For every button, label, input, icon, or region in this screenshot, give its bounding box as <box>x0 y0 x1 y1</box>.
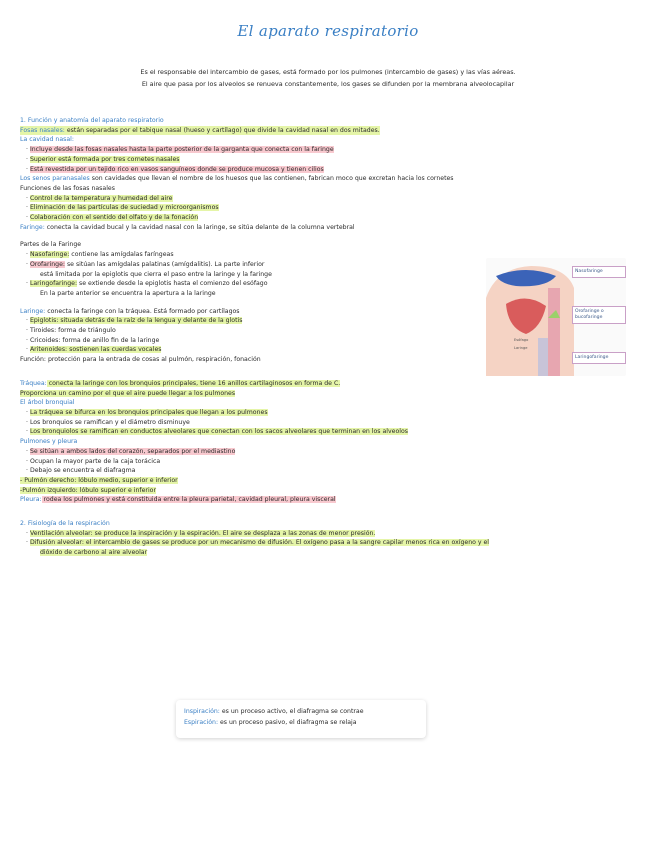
laringe-term: Laringe: <box>20 307 46 315</box>
intro-paragraph <box>60 66 596 90</box>
pulmones-item-3-text: Debajo se encuentra el diafragma <box>29 467 136 475</box>
pulmones-item-2-text: Ocupan la mayor parte de la caja torácica <box>29 457 161 465</box>
faringe-text: conecta la cavidad bucal y la cavidad nasal con la laringe, se sitúa delante de la columna vertebral <box>44 223 355 231</box>
pharynx-illustration <box>486 258 576 376</box>
pulmones-item-1-text: Se sitúan a ambos lados del corazón, separados por el mediastino <box>29 447 236 455</box>
pleura-text: rodea los pulmones y está constituida entre la pleura parietal, cavidad pleural, pleura visceral <box>41 496 336 504</box>
s2-item-2-cont <box>20 548 640 558</box>
laringe-item-4-text: Aritenoides: sostienen las cuerdas vocales <box>29 346 162 354</box>
senos-text: son cavidades que llevan el nombre de los huesos que las contienen, fabrican moco que excretan hacia los cornetes <box>89 175 454 183</box>
arbol-item-1-text: La tráquea se bifurca en los bronquios principales que llegan a los pulmones <box>29 408 268 416</box>
partes-title: Partes de la Faringe <box>20 241 82 249</box>
laringe-item-2-text: Tiroides: forma de triángulo <box>29 327 116 335</box>
funciones-item-1 <box>20 194 640 204</box>
cavidad-item-3-text: Está revestida por un tejido rico en vasos sanguíneos donde se produce mucosa y tienen cilios <box>29 165 324 173</box>
arbol-item-2-text: Los bronquios se ramifican y el diámetro disminuye <box>29 418 190 426</box>
espiracion-text: es un proceso pasivo, el diafragma se relaja <box>218 719 357 726</box>
laringofaringe-term: Laringofaringe: <box>29 280 78 288</box>
pulmon-derecho-text: - Pulmón derecho: lóbulo medio, superior e inferior <box>20 476 178 484</box>
traquea-line-2 <box>20 389 640 399</box>
laringe-funcion: Función: protección para la entrada de cosas al pulmón, respiración, fonación <box>20 356 261 364</box>
larynx-tube <box>538 338 548 376</box>
summary-box <box>176 700 426 738</box>
pulmon-derecho <box>20 476 640 486</box>
label-laringofaringe: Laringofaringe <box>572 352 626 364</box>
label-laringe: Laringe <box>514 346 528 350</box>
cavidad-item-1 <box>20 145 640 155</box>
laringe-item-1-text: Epiglotis: situada detrás de la raíz de la lengua y delante de la glotis <box>29 317 243 325</box>
nasofaringe-text: contiene las amígdalas faríngeas <box>69 251 174 259</box>
cavidad-title: La cavidad nasal: <box>20 136 74 144</box>
pulmones-title: Pulmones y pleura <box>20 438 78 446</box>
section-1-title: 1. Función y anatomía del aparato respiratorio <box>20 117 164 124</box>
pulmones-item-2 <box>20 457 640 467</box>
pulmones-item-3 <box>20 466 640 476</box>
page-title: El aparato respiratorio <box>237 22 419 40</box>
laringe-item-3-text: Cricoides: forma de anillo fin de la laringe <box>29 336 160 344</box>
orofaringe-term: Orofaringe: <box>29 260 65 268</box>
pleura-line <box>20 495 640 505</box>
laringofaringe-line-2: En la parte anterior se encuentra la apertura a la laringe <box>40 289 216 297</box>
faringe-line <box>20 223 640 233</box>
s2-item-1-text: Ventilación alveolar: se produce la inspiración y la espiración. El aire se desplaza a las zonas de menor presión. <box>29 529 376 537</box>
intro-line-1: Es el responsable del intercambio de gases, está formado por los pulmones (intercambio de gases) y las vías aéreas. <box>140 68 516 76</box>
pharynx-tube <box>548 288 560 376</box>
s2-item-2-text: Difusión alveolar: el intercambio de gases se produce por un mecanismo de difusión. El oxígeno pasa a la sangre capilar menos rica en oxígeno y el <box>29 539 490 547</box>
faringe-term: Faringe: <box>20 223 45 231</box>
section-2-title: 2. Fisiología de la respiración <box>20 520 110 528</box>
fosas-text: están separadas por el tabique nasal (hueso y cartílago) que divide la cavidad nasal en dos mitades. <box>64 126 380 134</box>
arbol-title: El árbol bronquial <box>20 399 75 407</box>
traquea-text: conecta la laringe con los bronquios principales, tiene 16 anillos cartilaginosos en forma de C. <box>46 379 341 387</box>
cavidad-item-1-text: Incluye desde las fosas nasales hasta la parte posterior de la garganta que conecta con la faringe <box>29 146 334 154</box>
s2-item-1 <box>20 529 640 539</box>
senos-line <box>20 174 640 184</box>
pulmon-izquierdo-text: -Pulmón izquierdo: lóbulo superior e inferior <box>20 486 156 494</box>
fosas-line <box>20 126 380 136</box>
traquea-line <box>20 379 640 389</box>
arbol-item-1 <box>20 408 640 418</box>
inspiracion-text: es un proceso activo, el diafragma se contrae <box>219 708 364 715</box>
laringe-text: conecta la faringe con la tráquea. Está formado por cartílagos <box>45 307 240 315</box>
pharynx-diagram <box>486 258 626 376</box>
arbol-item-3-text: Los bronquiolos se ramifican en conductos alveolares que conectan con los sacos alveolares que terminan en los alveolos <box>29 428 408 436</box>
cavidad-item-2-text: Superior está formada por tres cornetes nasales <box>29 155 180 163</box>
orofaringe-text: se sitúan las amígdalas palatinas (amígdalitis). La parte inferior <box>64 260 265 268</box>
pleura-term: Pleura: <box>20 496 42 504</box>
traquea-term: Tráquea: <box>20 379 47 387</box>
pulmones-item-1 <box>20 447 640 457</box>
s2-item-2 <box>20 538 640 548</box>
laringofaringe-text: se extiende desde la epiglotis hasta el comienzo del esófago <box>77 280 268 288</box>
funciones-item-2-text: Eliminación de las partículas de suciedad y microorganismos <box>29 204 219 212</box>
funciones-item-3-text: Colaboración con el sentido del olfato y de la fonación <box>29 214 199 222</box>
espiracion-line <box>184 717 418 728</box>
funciones-item-3 <box>20 213 640 223</box>
label-nasofaringe: Nasofaringe <box>572 266 626 278</box>
nasofaringe-term: Nasofaringe: <box>29 251 70 259</box>
traquea-text-2: Proporciona un camino por el que el aire puede llegar a los pulmones <box>20 389 236 397</box>
cavidad-item-3 <box>20 165 640 175</box>
orofaringe-line-2: está limitada por la epiglotis que cierra el paso entre la laringe y la faringe <box>40 270 272 278</box>
s2-item-2-cont-text: dióxido de carbono al aire alveolar <box>40 549 148 557</box>
inspiracion-term: Inspiración: <box>184 708 220 715</box>
label-orofaringe: Orofaringe o bucofaringe <box>572 306 626 324</box>
espiracion-term: Espiración: <box>184 719 219 726</box>
funciones-item-1-text: Control de la temperatura y humedad del aire <box>29 194 173 202</box>
intro-line-2: El aire que pasa por los alveolos se renueva constantemente, los gases se difunden por la membrana alveolocapilar <box>141 80 515 88</box>
inspiracion-line <box>184 706 418 717</box>
arbol-item-2 <box>20 418 640 428</box>
funciones-item-2 <box>20 203 640 213</box>
senos-term: Los senos paranasales <box>20 175 90 183</box>
pulmon-izquierdo <box>20 486 640 496</box>
funciones-title: Funciones de las fosas nasales <box>20 184 115 192</box>
arbol-item-3 <box>20 427 640 437</box>
fosas-term: Fosas nasales: <box>20 126 65 134</box>
cavidad-item-2 <box>20 155 640 165</box>
label-esofago: Esófago <box>514 338 529 342</box>
